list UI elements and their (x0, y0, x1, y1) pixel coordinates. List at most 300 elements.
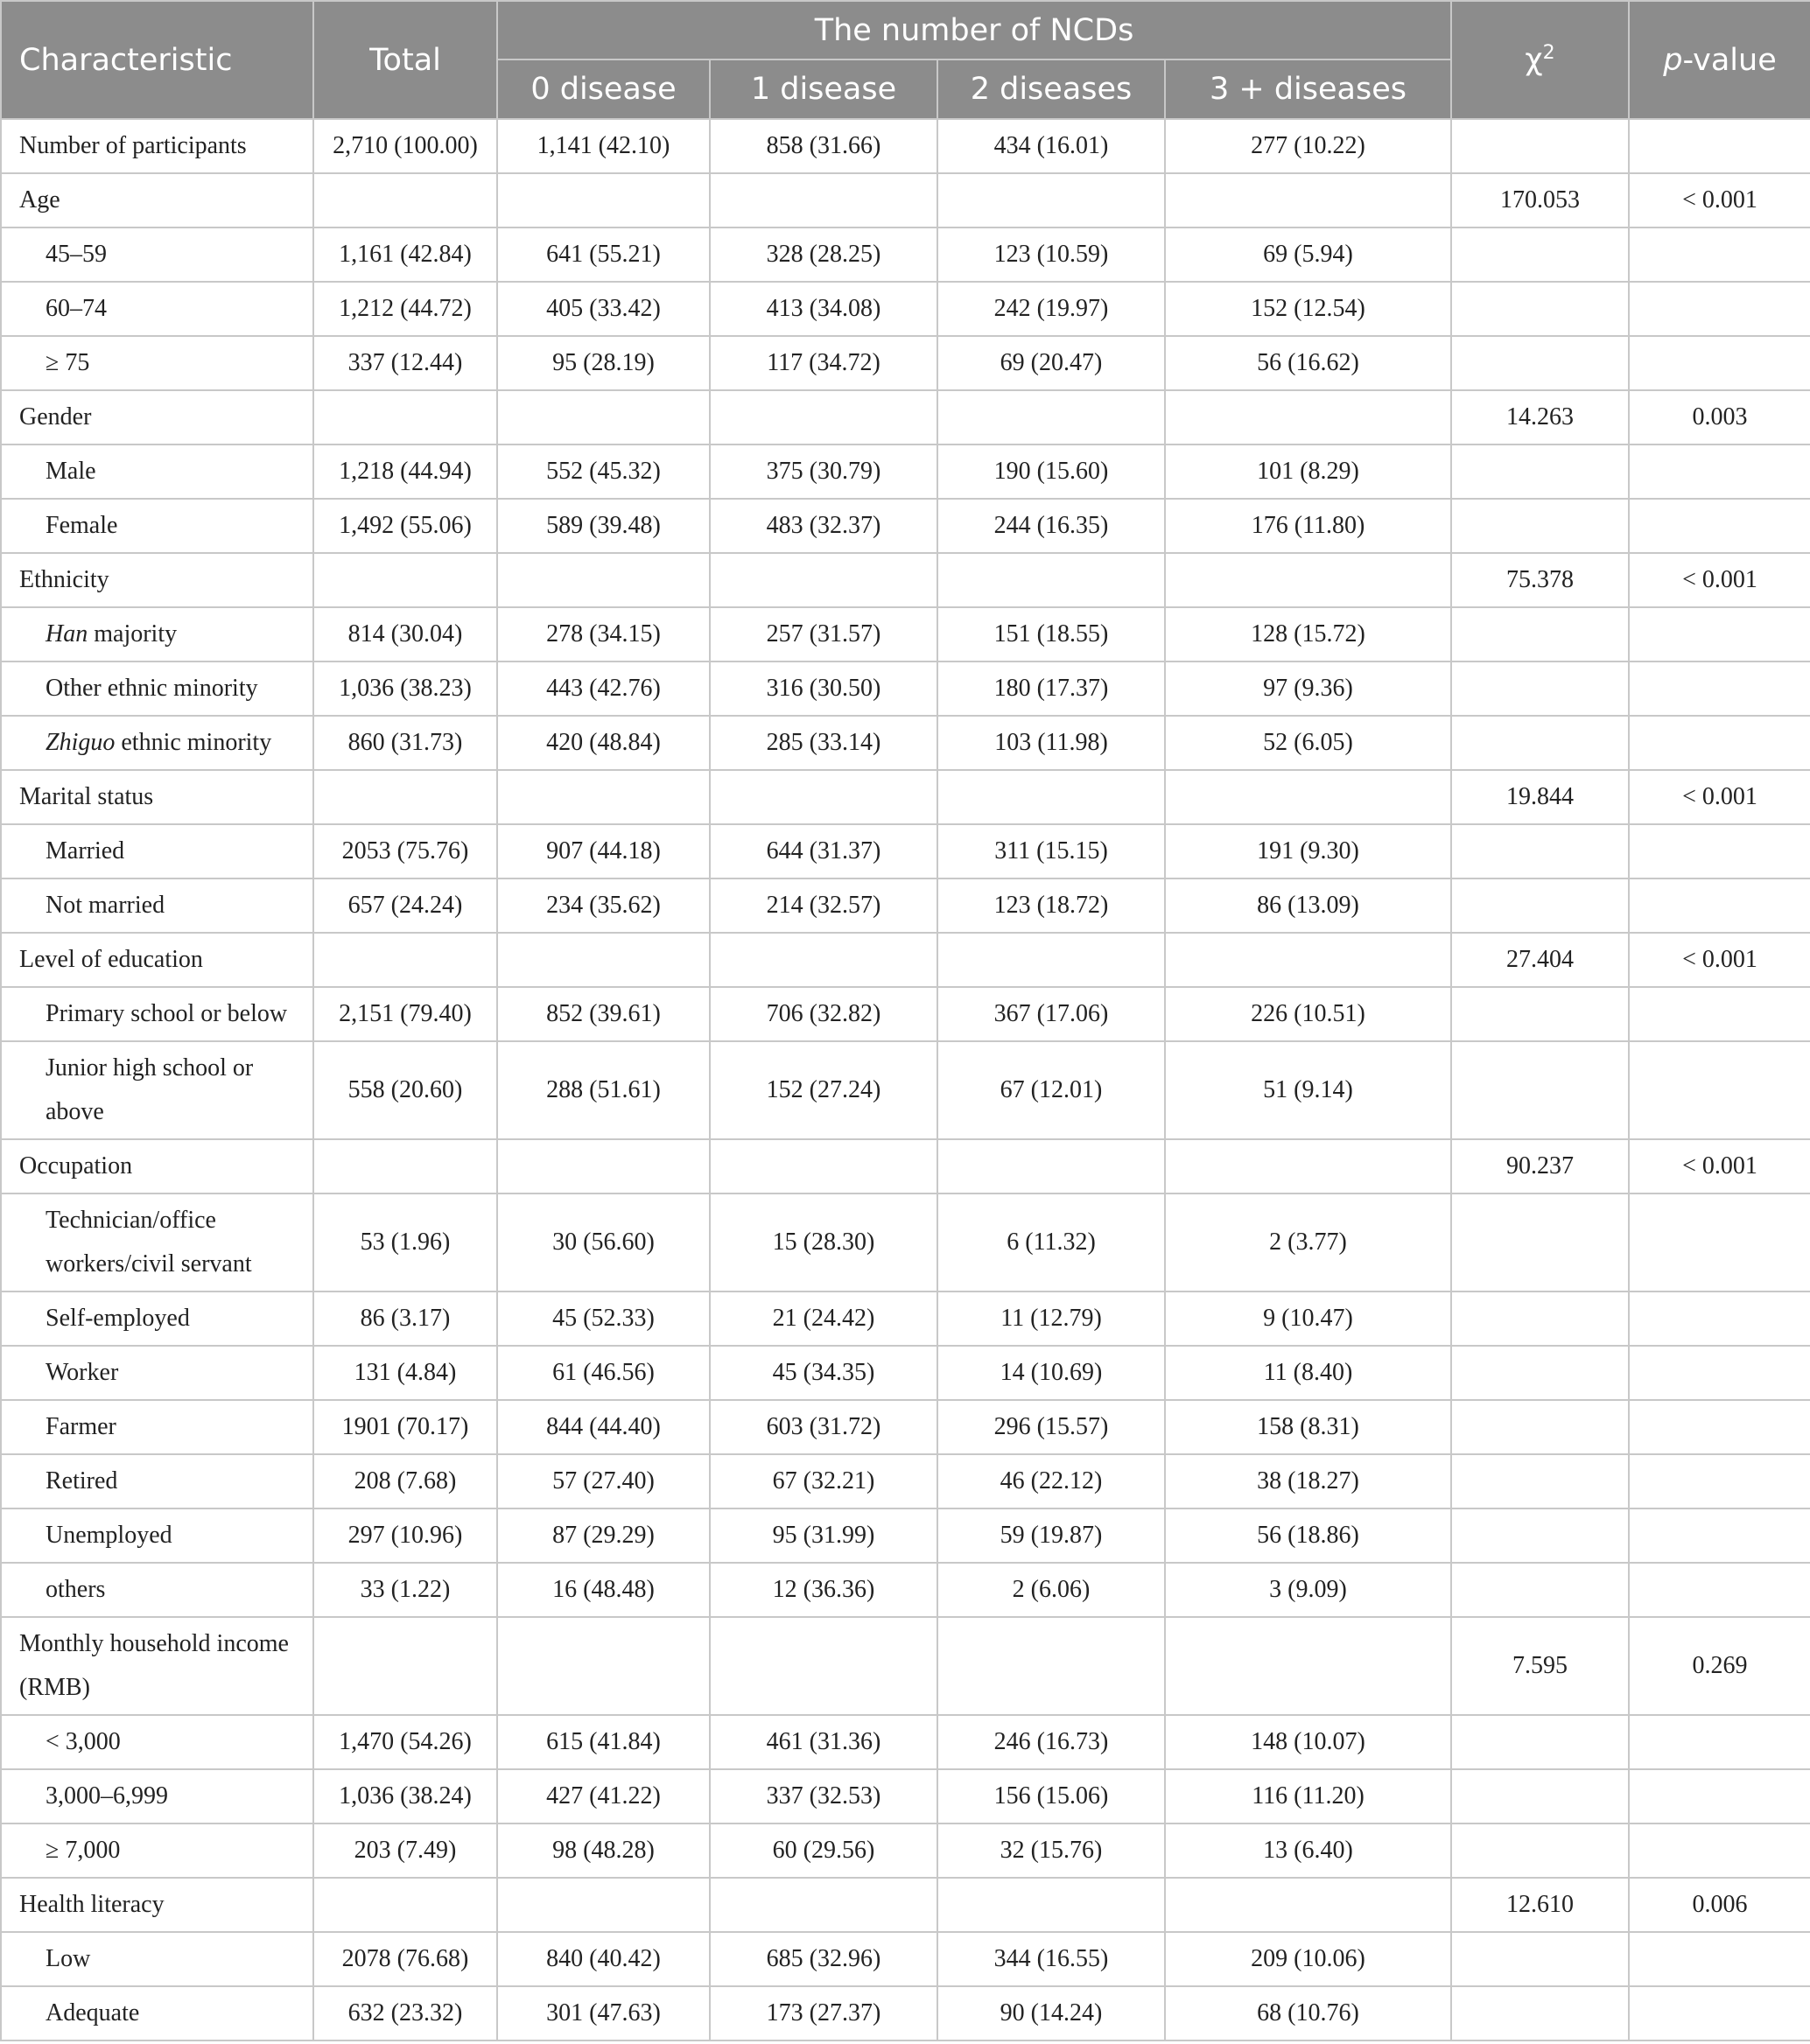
cell-0-disease: 420 (48.84) (497, 716, 710, 770)
cell-1-disease: 15 (28.30) (710, 1194, 937, 1292)
cell-p-value (1629, 1508, 1810, 1563)
table-row (1, 282, 1810, 336)
label-text: Technician/office workers/civil servant (46, 1207, 252, 1278)
cell-2-diseases: 190 (15.60) (937, 444, 1165, 499)
cell-0-disease: 615 (41.84) (497, 1715, 710, 1769)
label-text: ≥ 7,000 (46, 1837, 121, 1864)
p-letter: p (1663, 42, 1683, 78)
cell-p-value (1629, 1194, 1810, 1292)
cell-3plus-diseases: 277 (10.22) (1165, 119, 1451, 173)
cell-total: 337 (12.44) (313, 336, 497, 390)
cell-2-diseases: 180 (17.37) (937, 662, 1165, 716)
cell-0-disease (497, 1617, 710, 1715)
cell-1-disease: 375 (30.79) (710, 444, 937, 499)
cell-3plus-diseases: 226 (10.51) (1165, 987, 1451, 1041)
cell-p-value (1629, 878, 1810, 933)
row-sublabel (1, 1194, 313, 1292)
cell-1-disease: 316 (30.50) (710, 662, 937, 716)
cell-2-diseases: 156 (15.06) (937, 1769, 1165, 1824)
col-header-p-value (1629, 1, 1810, 119)
label-text: Gender (19, 403, 92, 430)
table-row (1, 933, 1810, 987)
table-row (1, 1932, 1810, 1986)
col-header-1-disease: 1 disease (710, 60, 937, 119)
table-row (1, 824, 1810, 878)
cell-chi-square (1451, 1508, 1629, 1563)
cell-0-disease: 852 (39.61) (497, 987, 710, 1041)
label-text: Age (19, 186, 60, 214)
cell-total: 657 (24.24) (313, 878, 497, 933)
table-row (1, 1139, 1810, 1194)
cell-3plus-diseases (1165, 553, 1451, 607)
table-row (1, 499, 1810, 553)
cell-chi-square: 27.404 (1451, 933, 1629, 987)
cell-p-value (1629, 607, 1810, 662)
cell-2-diseases (937, 1617, 1165, 1715)
cell-total: 1,036 (38.24) (313, 1769, 497, 1824)
cell-total: 297 (10.96) (313, 1508, 497, 1563)
cell-total (313, 933, 497, 987)
cell-p-value (1629, 1041, 1810, 1139)
cell-2-diseases: 90 (14.24) (937, 1986, 1165, 2040)
table-row (1, 1508, 1810, 1563)
cell-3plus-diseases: 191 (9.30) (1165, 824, 1451, 878)
cell-total: 2078 (76.68) (313, 1932, 497, 1986)
cell-p-value (1629, 662, 1810, 716)
table-row (1, 987, 1810, 1041)
col-header-total: Total (313, 1, 497, 119)
cell-p-value (1629, 499, 1810, 553)
cell-1-disease (710, 933, 937, 987)
cell-2-diseases: 246 (16.73) (937, 1715, 1165, 1769)
cell-chi-square (1451, 824, 1629, 878)
cell-1-disease: 413 (34.08) (710, 282, 937, 336)
label-text: Level of education (19, 946, 203, 973)
cell-total: 632 (23.32) (313, 1986, 497, 2040)
cell-3plus-diseases (1165, 1139, 1451, 1194)
label-italic-part: Zhiguo (46, 729, 116, 756)
cell-0-disease: 45 (52.33) (497, 1292, 710, 1346)
cell-1-disease: 67 (32.21) (710, 1454, 937, 1508)
label-text: Unemployed (46, 1522, 172, 1549)
col-header-2-diseases: 2 diseases (937, 60, 1165, 119)
cell-p-value (1629, 1346, 1810, 1400)
cell-total: 208 (7.68) (313, 1454, 497, 1508)
cell-p-value (1629, 336, 1810, 390)
row-sublabel (1, 1400, 313, 1454)
cell-2-diseases (937, 173, 1165, 228)
label-text: 3,000–6,999 (46, 1782, 168, 1810)
label-text: Worker (46, 1359, 119, 1386)
row-category-label (1, 1878, 313, 1932)
cell-3plus-diseases: 97 (9.36) (1165, 662, 1451, 716)
label-text: Adequate (46, 1999, 140, 2026)
cell-chi-square (1451, 987, 1629, 1041)
cell-1-disease: 337 (32.53) (710, 1769, 937, 1824)
cell-2-diseases: 123 (18.72) (937, 878, 1165, 933)
cell-2-diseases (937, 1878, 1165, 1932)
cell-0-disease: 443 (42.76) (497, 662, 710, 716)
row-sublabel (1, 1454, 313, 1508)
cell-2-diseases: 46 (22.12) (937, 1454, 1165, 1508)
cell-3plus-diseases: 2 (3.77) (1165, 1194, 1451, 1292)
cell-0-disease: 234 (35.62) (497, 878, 710, 933)
table-row (1, 173, 1810, 228)
label-text: < 3,000 (46, 1728, 121, 1755)
row-sublabel (1, 1346, 313, 1400)
cell-0-disease: 87 (29.29) (497, 1508, 710, 1563)
cell-1-disease: 214 (32.57) (710, 878, 937, 933)
cell-3plus-diseases: 69 (5.94) (1165, 228, 1451, 282)
cell-0-disease: 57 (27.40) (497, 1454, 710, 1508)
cell-chi-square (1451, 1346, 1629, 1400)
cell-0-disease (497, 553, 710, 607)
cell-total: 1,492 (55.06) (313, 499, 497, 553)
table-row (1, 607, 1810, 662)
cell-p-value (1629, 824, 1810, 878)
cell-total: 1901 (70.17) (313, 1400, 497, 1454)
cell-p-value (1629, 1563, 1810, 1617)
cell-p-value: 0.003 (1629, 390, 1810, 444)
cell-chi-square (1451, 1824, 1629, 1878)
cell-1-disease (710, 1878, 937, 1932)
cell-chi-square (1451, 499, 1629, 553)
cell-0-disease: 1,141 (42.10) (497, 119, 710, 173)
row-category-label (1, 770, 313, 824)
cell-1-disease (710, 553, 937, 607)
cell-2-diseases: 103 (11.98) (937, 716, 1165, 770)
cell-p-value (1629, 444, 1810, 499)
label-text: Married (46, 837, 125, 864)
cell-p-value: < 0.001 (1629, 553, 1810, 607)
cell-p-value: 0.006 (1629, 1878, 1810, 1932)
cell-0-disease (497, 390, 710, 444)
table-row (1, 119, 1810, 173)
cell-chi-square (1451, 662, 1629, 716)
cell-p-value (1629, 987, 1810, 1041)
row-sublabel (1, 499, 313, 553)
cell-0-disease: 288 (51.61) (497, 1041, 710, 1139)
chi-symbol: χ (1525, 42, 1543, 78)
table-body (1, 119, 1810, 2040)
cell-total (313, 1617, 497, 1715)
cell-3plus-diseases: 13 (6.40) (1165, 1824, 1451, 1878)
table-header (1, 1, 1810, 119)
cell-chi-square: 12.610 (1451, 1878, 1629, 1932)
cell-2-diseases: 151 (18.55) (937, 607, 1165, 662)
row-category-label (1, 173, 313, 228)
row-category-label (1, 1139, 313, 1194)
label-italic-part: Han (46, 620, 88, 648)
cell-0-disease: 278 (34.15) (497, 607, 710, 662)
row-sublabel (1, 878, 313, 933)
table-row (1, 1400, 1810, 1454)
cell-total: 1,036 (38.23) (313, 662, 497, 716)
cell-total (313, 1878, 497, 1932)
cell-p-value (1629, 1292, 1810, 1346)
cell-p-value (1629, 1454, 1810, 1508)
col-header-characteristic: Characteristic (1, 1, 313, 119)
table-row (1, 1617, 1810, 1715)
cell-3plus-diseases: 176 (11.80) (1165, 499, 1451, 553)
cell-chi-square: 14.263 (1451, 390, 1629, 444)
table-row (1, 662, 1810, 716)
table-row (1, 336, 1810, 390)
cell-3plus-diseases: 86 (13.09) (1165, 878, 1451, 933)
cell-chi-square (1451, 1932, 1629, 1986)
cell-p-value (1629, 1932, 1810, 1986)
table-row (1, 878, 1810, 933)
row-sublabel (1, 1041, 313, 1139)
table-row (1, 716, 1810, 770)
cell-0-disease: 16 (48.48) (497, 1563, 710, 1617)
cell-total: 860 (31.73) (313, 716, 497, 770)
cell-1-disease: 152 (27.24) (710, 1041, 937, 1139)
cell-2-diseases (937, 933, 1165, 987)
row-sublabel (1, 824, 313, 878)
cell-1-disease: 95 (31.99) (710, 1508, 937, 1563)
cell-total: 2053 (75.76) (313, 824, 497, 878)
cell-chi-square (1451, 1292, 1629, 1346)
cell-2-diseases: 244 (16.35) (937, 499, 1165, 553)
cell-3plus-diseases (1165, 770, 1451, 824)
table-row (1, 1292, 1810, 1346)
cell-3plus-diseases: 11 (8.40) (1165, 1346, 1451, 1400)
col-header-chi-square (1451, 1, 1629, 119)
table-row (1, 228, 1810, 282)
cell-chi-square: 75.378 (1451, 553, 1629, 607)
cell-total: 1,470 (54.26) (313, 1715, 497, 1769)
label-text: Number of participants (19, 132, 247, 159)
label-text: Occupation (19, 1152, 133, 1180)
cell-1-disease: 285 (33.14) (710, 716, 937, 770)
cell-chi-square (1451, 1400, 1629, 1454)
cell-chi-square: 7.595 (1451, 1617, 1629, 1715)
cell-2-diseases: 14 (10.69) (937, 1346, 1165, 1400)
cell-1-disease: 117 (34.72) (710, 336, 937, 390)
row-sublabel (1, 444, 313, 499)
cell-3plus-diseases: 3 (9.09) (1165, 1563, 1451, 1617)
cell-chi-square (1451, 1769, 1629, 1824)
cell-2-diseases (937, 1139, 1165, 1194)
col-header-3plus-diseases: 3 + diseases (1165, 60, 1451, 119)
cell-3plus-diseases: 158 (8.31) (1165, 1400, 1451, 1454)
cell-p-value: < 0.001 (1629, 770, 1810, 824)
cell-total: 86 (3.17) (313, 1292, 497, 1346)
cell-total: 2,151 (79.40) (313, 987, 497, 1041)
cell-3plus-diseases: 152 (12.54) (1165, 282, 1451, 336)
cell-1-disease: 603 (31.72) (710, 1400, 937, 1454)
cell-p-value (1629, 1824, 1810, 1878)
cell-chi-square (1451, 1041, 1629, 1139)
cell-3plus-diseases: 128 (15.72) (1165, 607, 1451, 662)
cell-3plus-diseases: 9 (10.47) (1165, 1292, 1451, 1346)
cell-0-disease: 589 (39.48) (497, 499, 710, 553)
cell-3plus-diseases: 101 (8.29) (1165, 444, 1451, 499)
cell-2-diseases (937, 553, 1165, 607)
table-row (1, 1454, 1810, 1508)
cell-2-diseases: 367 (17.06) (937, 987, 1165, 1041)
cell-3plus-diseases (1165, 1617, 1451, 1715)
label-text: ethnic minority (115, 729, 272, 756)
label-text: Primary school or below (46, 1000, 288, 1027)
cell-p-value (1629, 1986, 1810, 2040)
row-sublabel (1, 228, 313, 282)
cell-1-disease: 173 (27.37) (710, 1986, 937, 2040)
cell-3plus-diseases: 38 (18.27) (1165, 1454, 1451, 1508)
cell-0-disease: 641 (55.21) (497, 228, 710, 282)
cell-1-disease (710, 1139, 937, 1194)
label-text: ≥ 75 (46, 349, 90, 376)
p-suffix: -value (1682, 42, 1777, 78)
cell-2-diseases: 6 (11.32) (937, 1194, 1165, 1292)
cell-total: 558 (20.60) (313, 1041, 497, 1139)
row-sublabel (1, 282, 313, 336)
cell-3plus-diseases (1165, 1878, 1451, 1932)
table-row (1, 1194, 1810, 1292)
cell-2-diseases: 67 (12.01) (937, 1041, 1165, 1139)
table-row (1, 770, 1810, 824)
cell-2-diseases: 59 (19.87) (937, 1508, 1165, 1563)
cell-total: 53 (1.96) (313, 1194, 497, 1292)
cell-0-disease (497, 933, 710, 987)
table-row (1, 1824, 1810, 1878)
cell-chi-square: 90.237 (1451, 1139, 1629, 1194)
row-sublabel (1, 1292, 313, 1346)
cell-3plus-diseases: 116 (11.20) (1165, 1769, 1451, 1824)
cell-p-value (1629, 119, 1810, 173)
cell-chi-square (1451, 1563, 1629, 1617)
table-row (1, 553, 1810, 607)
cell-0-disease: 840 (40.42) (497, 1932, 710, 1986)
cell-chi-square (1451, 444, 1629, 499)
cell-chi-square (1451, 1194, 1629, 1292)
label-text: 60–74 (46, 295, 107, 322)
cell-p-value (1629, 1769, 1810, 1824)
row-sublabel (1, 716, 313, 770)
cell-2-diseases: 69 (20.47) (937, 336, 1165, 390)
cell-0-disease: 301 (47.63) (497, 1986, 710, 2040)
cell-0-disease: 844 (44.40) (497, 1400, 710, 1454)
cell-total: 131 (4.84) (313, 1346, 497, 1400)
cell-1-disease: 858 (31.66) (710, 119, 937, 173)
cell-1-disease (710, 770, 937, 824)
cell-1-disease: 12 (36.36) (710, 1563, 937, 1617)
cell-chi-square (1451, 1454, 1629, 1508)
cell-total: 203 (7.49) (313, 1824, 497, 1878)
cell-total (313, 390, 497, 444)
cell-2-diseases: 344 (16.55) (937, 1932, 1165, 1986)
cell-0-disease (497, 770, 710, 824)
cell-0-disease: 552 (45.32) (497, 444, 710, 499)
label-text: Not married (46, 892, 165, 919)
table-row (1, 390, 1810, 444)
cell-0-disease (497, 1878, 710, 1932)
row-sublabel (1, 662, 313, 716)
label-text: Male (46, 458, 96, 485)
label-text: Marital status (19, 783, 154, 810)
cell-3plus-diseases: 52 (6.05) (1165, 716, 1451, 770)
row-category-label (1, 1617, 313, 1715)
label-text: Health literacy (19, 1891, 165, 1918)
row-sublabel (1, 987, 313, 1041)
cell-1-disease: 644 (31.37) (710, 824, 937, 878)
cell-1-disease: 21 (24.42) (710, 1292, 937, 1346)
table-row (1, 444, 1810, 499)
row-sublabel (1, 1769, 313, 1824)
table-row (1, 1769, 1810, 1824)
cell-1-disease (710, 390, 937, 444)
cell-1-disease: 706 (32.82) (710, 987, 937, 1041)
cell-chi-square (1451, 716, 1629, 770)
cell-p-value (1629, 1400, 1810, 1454)
label-text: Monthly household income (RMB) (19, 1630, 289, 1701)
row-category-label (1, 390, 313, 444)
chi-superscript: 2 (1542, 42, 1555, 65)
cell-3plus-diseases: 209 (10.06) (1165, 1932, 1451, 1986)
cell-2-diseases (937, 770, 1165, 824)
cell-total: 1,161 (42.84) (313, 228, 497, 282)
col-header-ncd-group: The number of NCDs (497, 1, 1451, 60)
cell-0-disease: 95 (28.19) (497, 336, 710, 390)
label-text: others (46, 1576, 106, 1603)
cell-total: 1,218 (44.94) (313, 444, 497, 499)
cell-p-value (1629, 228, 1810, 282)
cell-chi-square: 19.844 (1451, 770, 1629, 824)
cell-chi-square (1451, 878, 1629, 933)
cell-total (313, 173, 497, 228)
cell-2-diseases: 11 (12.79) (937, 1292, 1165, 1346)
cell-1-disease: 483 (32.37) (710, 499, 937, 553)
cell-total: 1,212 (44.72) (313, 282, 497, 336)
label-text: 45–59 (46, 241, 107, 268)
cell-total: 2,710 (100.00) (313, 119, 497, 173)
cell-0-disease (497, 1139, 710, 1194)
cell-1-disease: 461 (31.36) (710, 1715, 937, 1769)
cell-chi-square (1451, 119, 1629, 173)
cell-2-diseases: 32 (15.76) (937, 1824, 1165, 1878)
cell-chi-square (1451, 282, 1629, 336)
cell-3plus-diseases (1165, 933, 1451, 987)
cell-0-disease: 907 (44.18) (497, 824, 710, 878)
cell-2-diseases: 123 (10.59) (937, 228, 1165, 282)
cell-0-disease: 30 (56.60) (497, 1194, 710, 1292)
cell-total (313, 553, 497, 607)
cell-3plus-diseases: 56 (16.62) (1165, 336, 1451, 390)
cell-p-value (1629, 716, 1810, 770)
row-sublabel (1, 336, 313, 390)
label-text: Ethnicity (19, 566, 109, 593)
row-sublabel (1, 1508, 313, 1563)
label-text: Farmer (46, 1413, 116, 1440)
cell-1-disease: 257 (31.57) (710, 607, 937, 662)
cell-p-value: < 0.001 (1629, 1139, 1810, 1194)
cell-0-disease: 427 (41.22) (497, 1769, 710, 1824)
col-header-0-disease: 0 disease (497, 60, 710, 119)
cell-total (313, 770, 497, 824)
table-row (1, 1041, 1810, 1139)
cell-chi-square (1451, 607, 1629, 662)
label-text: Low (46, 1945, 91, 1972)
cell-chi-square (1451, 1715, 1629, 1769)
cell-total: 33 (1.22) (313, 1563, 497, 1617)
cell-chi-square (1451, 1986, 1629, 2040)
cell-chi-square (1451, 228, 1629, 282)
cell-1-disease: 685 (32.96) (710, 1932, 937, 1986)
row-sublabel (1, 1986, 313, 2040)
cell-p-value: < 0.001 (1629, 173, 1810, 228)
row-sublabel (1, 1932, 313, 1986)
